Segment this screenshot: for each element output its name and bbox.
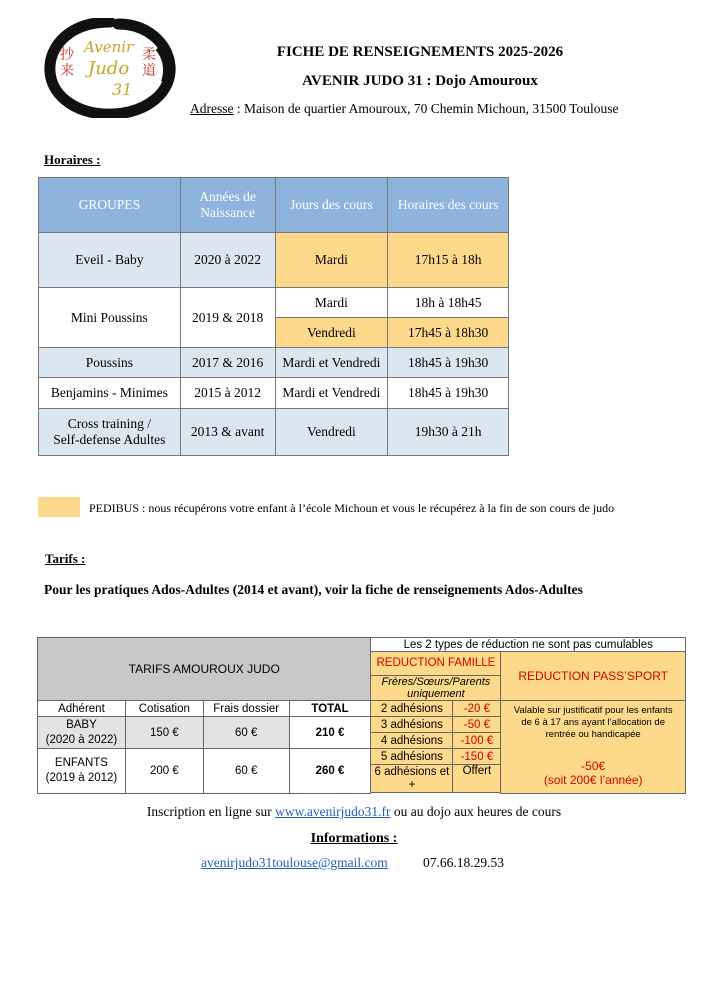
reduction-famille-sub: Frères/Sœurs/Parents uniquement (371, 676, 501, 701)
enfants-years: (2019 à 2012) (45, 772, 118, 784)
group-cell: Poussins (39, 348, 181, 378)
horaires-heading: Horaires : (44, 152, 101, 167)
page-subtitle: AVENIR JUDO 31 : Dojo Amouroux (302, 73, 538, 89)
informations-heading: Informations : (310, 831, 398, 846)
col-header-horaires: Horaires des cours (388, 178, 509, 233)
famille-value: -50 € (453, 717, 501, 733)
famille-label: 3 adhésions (371, 717, 453, 733)
col-total: TOTAL (289, 701, 371, 717)
reduction-famille-label: REDUCTION FAMILLE (376, 657, 496, 669)
baby-label-cell (38, 717, 126, 749)
years-cell: 2015 à 2012 (180, 378, 275, 409)
address-line (190, 101, 690, 117)
time-cell: 18h à 18h45 (388, 288, 509, 318)
email-link[interactable]: avenirjudo31toulouse@gmail.com (201, 855, 388, 870)
time-cell: 18h45 à 19h30 (388, 348, 509, 378)
famille-label: 6 adhésions et + (371, 765, 453, 793)
phone-number: 07.66.18.29.53 (423, 855, 504, 870)
time-cell: 17h15 à 18h (388, 233, 509, 288)
day-cell: Vendredi (275, 318, 388, 348)
logo-kanji-right: 柔道 (142, 48, 156, 79)
group-cell: Benjamins - Minimes (39, 378, 181, 409)
tarifs-note: Pour les pratiques Ados-Adultes (2014 et avant), voir la fiche de renseignements Ados-Adultes (44, 582, 583, 597)
website-link[interactable]: www.avenirjudo31.fr (275, 804, 391, 819)
enfants-frais: 60 € (203, 749, 289, 794)
famille-label: 2 adhésions (371, 701, 453, 717)
famille-value: -100 € (453, 733, 501, 749)
reduction-note: Les 2 types de réduction ne sont pas cumulables (371, 638, 686, 652)
group-line: Cross training / (67, 416, 151, 431)
logo-text-avenir: Avenir (84, 38, 134, 56)
pass-sport-value-sub: (soit 200€ l’année) (543, 773, 643, 787)
enfants-label-cell (38, 749, 126, 794)
time-cell: 19h30 à 21h (388, 409, 509, 456)
logo-kanji-left: 抄来 (60, 48, 74, 79)
famille-label: 4 adhésions (371, 733, 453, 749)
years-cell: 2013 & avant (180, 409, 275, 456)
col-frais: Frais dossier (203, 701, 289, 717)
group-cell (39, 409, 181, 456)
day-cell: Mardi (275, 288, 388, 318)
group-line: Self-defense Adultes (53, 432, 166, 447)
famille-value: -20 € (453, 701, 501, 717)
reduction-famille-title (371, 652, 501, 676)
enfants-total: 260 € (289, 749, 371, 794)
group-cell: Eveil - Baby (39, 233, 181, 288)
pass-sport-value: -50€ (581, 759, 606, 773)
day-cell: Mardi et Vendredi (275, 378, 388, 409)
address-value: : Maison de quartier Amouroux, 70 Chemin Michoun, 31500 Toulouse (233, 101, 619, 116)
group-cell: Mini Poussins (39, 288, 181, 348)
club-logo (40, 18, 180, 118)
time-cell: 17h45 à 18h30 (388, 318, 509, 348)
enfants-label: ENFANTS (54, 757, 108, 769)
col-header-groupes: GROUPES (39, 178, 181, 233)
pedibus-text: PEDIBUS : nous récupérons votre enfant à l’école Michoun et vous le récupérez à la fin de son cours de judo (89, 501, 615, 515)
baby-cotisation: 150 € (125, 717, 203, 749)
famille-value: Offert (453, 765, 501, 793)
famille-value: -150 € (453, 749, 501, 765)
tarifs-heading: Tarifs : (45, 551, 86, 566)
tarifs-table (37, 637, 686, 794)
pass-sport-cell (501, 701, 686, 794)
baby-frais: 60 € (203, 717, 289, 749)
inscription-suffix: ou au dojo aux heures de cours (390, 804, 562, 819)
baby-years: (2020 à 2022) (45, 733, 118, 746)
baby-total: 210 € (289, 717, 371, 749)
reduction-pass-title: REDUCTION PASS’SPORT (501, 652, 686, 701)
col-header-jours: Jours des cours (275, 178, 388, 233)
famille-label: 5 adhésions (371, 749, 453, 765)
enfants-cotisation: 200 € (125, 749, 203, 794)
logo-text-judo: Judo (88, 58, 130, 79)
address-label: Adresse (190, 101, 234, 116)
pass-sport-text: Valable sur justificatif pour les enfants de 6 à 17 ans ayant l’allocation de rentrée ou handicapée (513, 705, 673, 740)
day-cell: Mardi (275, 233, 388, 288)
baby-label: BABY (66, 718, 97, 731)
years-cell: 2017 & 2016 (180, 348, 275, 378)
day-cell: Mardi et Vendredi (275, 348, 388, 378)
logo-text-31: 31 (112, 80, 133, 99)
col-header-annees: Années de Naissance (180, 178, 275, 233)
inscription-line (0, 804, 708, 820)
tarifs-table-title: TARIFS AMOUROUX JUDO (38, 638, 371, 701)
page-title: FICHE DE RENSEIGNEMENTS 2025-2026 (276, 44, 564, 60)
inscription-prefix: Inscription en ligne sur (146, 804, 276, 819)
pedibus-swatch (38, 497, 80, 517)
time-cell: 18h45 à 19h30 (388, 378, 509, 409)
day-cell: Vendredi (275, 409, 388, 456)
col-cotisation: Cotisation (125, 701, 203, 717)
col-adherent: Adhérent (38, 701, 126, 717)
years-cell: 2019 & 2018 (180, 288, 275, 348)
schedule-table (38, 177, 509, 456)
years-cell: 2020 à 2022 (180, 233, 275, 288)
